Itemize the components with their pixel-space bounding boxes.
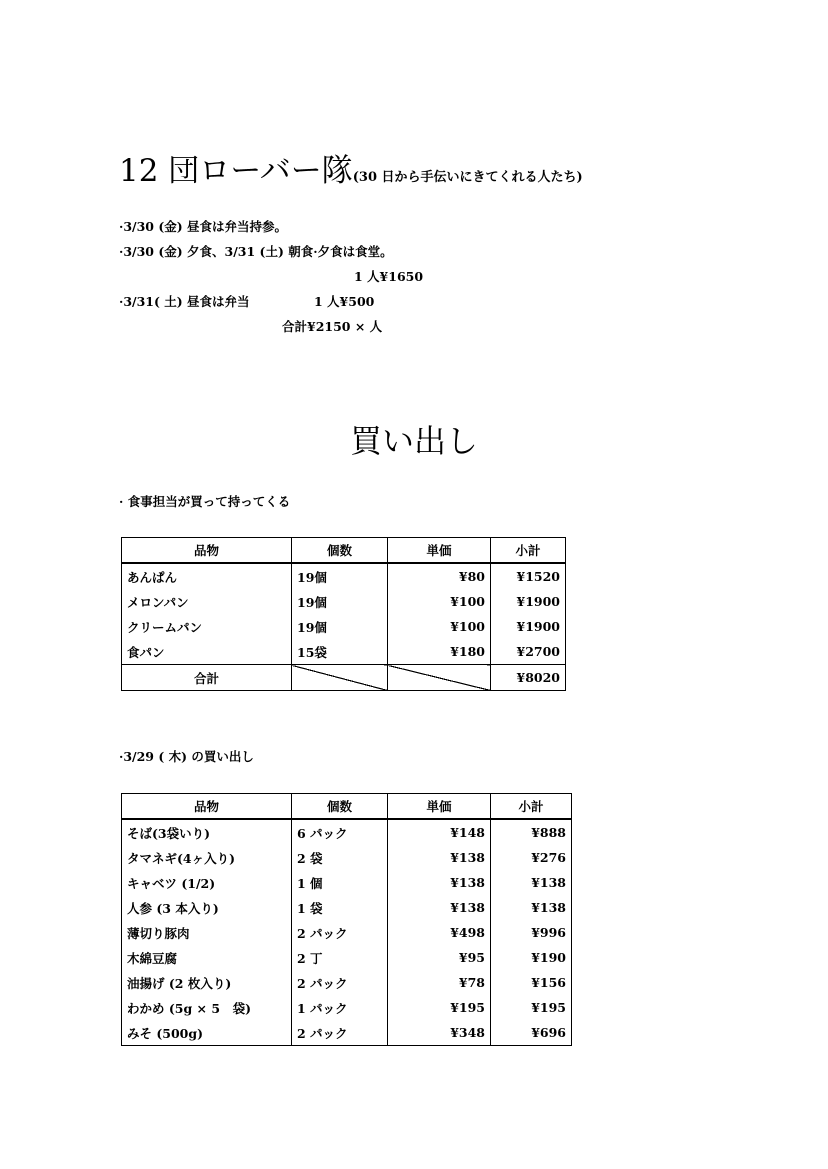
item-qty: 19個	[292, 589, 388, 614]
item-unit-price: ¥100	[388, 589, 491, 614]
item-name: わかめ (5g × 5 袋)	[122, 995, 292, 1020]
item-unit-price: ¥78	[388, 970, 491, 995]
item-unit-price: ¥100	[388, 614, 491, 639]
item-qty: 2 パック	[292, 920, 388, 945]
title-sub: (30 日から手伝いにきてくれる人たち)	[352, 170, 583, 185]
item-qty: 1 個	[292, 870, 388, 895]
section-label-329-shopping: ·3/29 ( 木) の買い出し	[119, 749, 254, 764]
table-row	[122, 589, 566, 614]
col-header-unit-price: 単価	[388, 794, 491, 820]
item-name: メロンパン	[122, 589, 292, 614]
note-lunch-330: ·3/30 (金) 昼食は弁当持参。	[119, 219, 288, 234]
diagonal-cell	[292, 665, 388, 691]
col-header-item: 品物	[122, 538, 292, 564]
col-header-qty: 個数	[292, 538, 388, 564]
item-name: みそ (500g)	[122, 1020, 292, 1046]
col-header-unit-price: 単価	[388, 538, 491, 564]
page-title	[119, 145, 583, 190]
item-unit-price: ¥348	[388, 1020, 491, 1046]
item-subtotal: ¥888	[491, 819, 572, 845]
col-header-qty: 個数	[292, 794, 388, 820]
table-row	[122, 845, 572, 870]
item-name: 人参 (3 本入り)	[122, 895, 292, 920]
total-label: 合計	[122, 665, 292, 691]
item-subtotal: ¥156	[491, 970, 572, 995]
note-price-500: 1 人¥500	[314, 294, 375, 309]
item-unit-price: ¥80	[388, 563, 491, 589]
item-name: 食パン	[122, 639, 292, 665]
item-subtotal: ¥996	[491, 920, 572, 945]
item-unit-price: ¥138	[388, 845, 491, 870]
note-meals-cafeteria: ·3/30 (金) 夕食、3/31 (土) 朝食·夕食は食堂。	[119, 244, 393, 259]
item-qty: 6 パック	[292, 819, 388, 845]
item-subtotal: ¥138	[491, 870, 572, 895]
item-subtotal: ¥696	[491, 1020, 572, 1046]
item-name: クリームパン	[122, 614, 292, 639]
item-subtotal: ¥190	[491, 945, 572, 970]
item-qty: 1 パック	[292, 995, 388, 1020]
col-header-subtotal: 小計	[491, 538, 566, 564]
item-name: 木綿豆腐	[122, 945, 292, 970]
table-row	[122, 920, 572, 945]
item-name: 油揚げ (2 枚入り)	[122, 970, 292, 995]
table-row	[122, 945, 572, 970]
item-qty: 2 パック	[292, 970, 388, 995]
item-qty: 1 袋	[292, 895, 388, 920]
item-subtotal: ¥138	[491, 895, 572, 920]
item-name: そば(3袋いり)	[122, 819, 292, 845]
item-name: キャベツ (1/2)	[122, 870, 292, 895]
diagonal-cell	[388, 665, 491, 691]
item-subtotal: ¥276	[491, 845, 572, 870]
total-value: ¥8020	[491, 665, 566, 691]
title-main: 12 団ローバー隊	[119, 153, 353, 189]
item-unit-price: ¥195	[388, 995, 491, 1020]
item-unit-price: ¥180	[388, 639, 491, 665]
col-header-subtotal: 小計	[491, 794, 572, 820]
item-unit-price: ¥148	[388, 819, 491, 845]
item-name: タマネギ(4ヶ入り)	[122, 845, 292, 870]
item-unit-price: ¥95	[388, 945, 491, 970]
item-subtotal: ¥1520	[491, 563, 566, 589]
table-total-row	[122, 665, 566, 691]
item-subtotal: ¥2700	[491, 639, 566, 665]
item-unit-price: ¥138	[388, 895, 491, 920]
item-qty: 2 丁	[292, 945, 388, 970]
item-qty: 15袋	[292, 639, 388, 665]
table-header-row	[122, 794, 572, 820]
note-total-2150: 合計¥2150 × 人	[282, 319, 383, 334]
table-row	[122, 639, 566, 665]
table-row	[122, 819, 572, 845]
table-row	[122, 870, 572, 895]
item-subtotal: ¥1900	[491, 589, 566, 614]
note-lunch-331: ·3/31( 土) 昼食は弁当	[119, 294, 250, 309]
item-qty: 2 袋	[292, 845, 388, 870]
table-row	[122, 563, 566, 589]
table-row	[122, 1020, 572, 1046]
bread-table	[121, 537, 566, 691]
table-header-row	[122, 538, 566, 564]
item-qty: 19個	[292, 563, 388, 589]
table-row	[122, 970, 572, 995]
item-subtotal: ¥1900	[491, 614, 566, 639]
groceries-table	[121, 793, 572, 1046]
table-row	[122, 995, 572, 1020]
item-qty: 2 パック	[292, 1020, 388, 1046]
shopping-heading: 買い出し	[349, 422, 478, 460]
item-qty: 19個	[292, 614, 388, 639]
col-header-item: 品物	[122, 794, 292, 820]
table-row	[122, 614, 566, 639]
item-unit-price: ¥138	[388, 870, 491, 895]
item-name: あんぱん	[122, 563, 292, 589]
note-price-1650: 1 人¥1650	[354, 269, 424, 284]
item-name: 薄切り豚肉	[122, 920, 292, 945]
item-subtotal: ¥195	[491, 995, 572, 1020]
section-label-meal-staff: · 食事担当が買って持ってくる	[119, 494, 291, 509]
table-row	[122, 895, 572, 920]
item-unit-price: ¥498	[388, 920, 491, 945]
